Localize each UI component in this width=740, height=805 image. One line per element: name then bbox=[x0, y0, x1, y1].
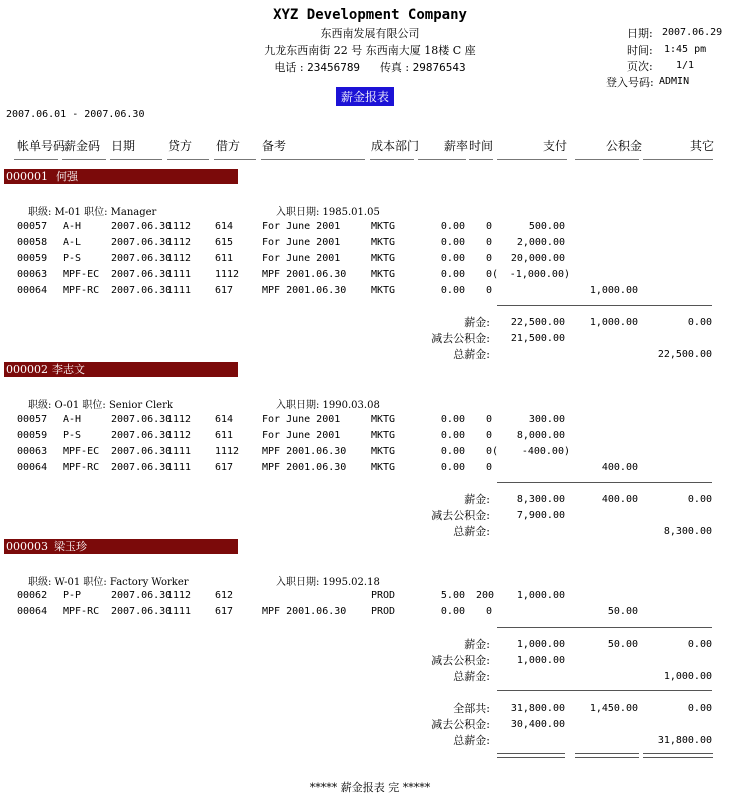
header-underline bbox=[14, 159, 58, 160]
row-voucher: 00064 bbox=[17, 462, 48, 473]
col-credit: 贷方 bbox=[168, 139, 193, 153]
header-underline bbox=[469, 159, 493, 160]
col-debit: 借方 bbox=[216, 139, 241, 153]
row-debit: 617 bbox=[215, 462, 234, 473]
mpf-total: 50.00 bbox=[607, 639, 638, 650]
col-cost-center: 成本部门 bbox=[371, 139, 420, 153]
row-date: 2007.06.30 bbox=[111, 253, 172, 264]
row-debit: 612 bbox=[215, 590, 234, 601]
row-hours: 200 bbox=[476, 590, 495, 601]
header-underline bbox=[110, 159, 162, 160]
row-remark: MPF 2001.06.30 bbox=[262, 285, 347, 296]
row-mpf: 400.00 bbox=[601, 462, 638, 473]
salary-total: 1,000.00 bbox=[516, 639, 565, 650]
row-rate: 0.00 bbox=[440, 430, 465, 441]
salary-total: 8,300.00 bbox=[516, 494, 565, 505]
row-credit: 1112 bbox=[167, 253, 192, 264]
col-salary-code: 薪金码 bbox=[64, 139, 101, 153]
less-mpf-amount: 7,900.00 bbox=[516, 510, 565, 521]
salary-total: 22,500.00 bbox=[510, 317, 565, 328]
time-label: 时间: bbox=[627, 44, 653, 57]
mpf-total: 400.00 bbox=[601, 494, 638, 505]
row-hours: 0 bbox=[486, 221, 493, 232]
col-other: 其它 bbox=[690, 139, 715, 153]
row-debit: 617 bbox=[215, 606, 234, 617]
row-remark: MPF 2001.06.30 bbox=[262, 606, 347, 617]
row-rate: 0.00 bbox=[440, 285, 465, 296]
other-total: 0.00 bbox=[687, 317, 712, 328]
employee-id: 000001 bbox=[6, 170, 48, 183]
grand-total-rule bbox=[497, 690, 712, 691]
page-number: 1/1 bbox=[676, 60, 695, 71]
row-payment: 8,000.00 bbox=[516, 430, 565, 441]
row-hours: 0 bbox=[486, 285, 493, 296]
row-remark: For June 2001 bbox=[262, 253, 341, 264]
row-dept: MKTG bbox=[371, 221, 396, 232]
employee-header-bar bbox=[4, 169, 238, 184]
row-hours: 0 bbox=[486, 462, 493, 473]
row-date: 2007.06.30 bbox=[111, 446, 172, 457]
row-remark: MPF 2001.06.30 bbox=[262, 446, 347, 457]
row-credit: 1111 bbox=[167, 285, 192, 296]
row-rate: 0.00 bbox=[440, 446, 465, 457]
row-debit: 614 bbox=[215, 414, 234, 425]
row-dept: PROD bbox=[371, 590, 396, 601]
row-date: 2007.06.30 bbox=[111, 285, 172, 296]
row-voucher: 00057 bbox=[17, 414, 48, 425]
mpf-total: 1,000.00 bbox=[589, 317, 638, 328]
row-payment: 300.00 bbox=[528, 414, 565, 425]
row-debit: 1112 bbox=[215, 446, 240, 457]
double-rule bbox=[497, 753, 565, 758]
report-date: 2007.06.29 bbox=[662, 27, 723, 38]
row-credit: 1112 bbox=[167, 414, 192, 425]
net-salary-label: 总薪金: bbox=[453, 525, 490, 538]
employee-grade: 职级: O-01 职位: Senior Clerk bbox=[28, 400, 173, 411]
row-credit: 1112 bbox=[167, 237, 192, 248]
row-rate: 0.00 bbox=[440, 221, 465, 232]
employee-join-date: 入职日期: 1990.03.08 bbox=[276, 400, 380, 411]
phone-label: 电话 : bbox=[274, 61, 308, 74]
row-debit: 1112 bbox=[215, 269, 240, 280]
row-rate: 0.00 bbox=[440, 414, 465, 425]
row-payment: 500.00 bbox=[528, 221, 565, 232]
row-credit: 1112 bbox=[167, 221, 192, 232]
header-underline bbox=[62, 159, 106, 160]
other-total: 0.00 bbox=[687, 639, 712, 650]
row-rate: 0.00 bbox=[440, 269, 465, 280]
row-remark: MPF 2001.06.30 bbox=[262, 462, 347, 473]
row-code: P-S bbox=[63, 430, 82, 441]
header-underline bbox=[575, 159, 639, 160]
employee-id: 000002 bbox=[6, 363, 48, 376]
row-credit: 1112 bbox=[167, 590, 192, 601]
row-code: A-H bbox=[63, 414, 82, 425]
row-date: 2007.06.30 bbox=[111, 590, 172, 601]
row-date: 2007.06.30 bbox=[111, 221, 172, 232]
row-hours: 0 bbox=[486, 237, 493, 248]
company-address: 九龙东西南街 22 号 东西南大厦 18楼 C 座 bbox=[264, 44, 476, 57]
fax-number: 29876543 bbox=[412, 61, 466, 74]
subtotal-rule bbox=[497, 482, 712, 483]
net-salary-label: 总薪金: bbox=[453, 670, 490, 683]
row-voucher: 00059 bbox=[17, 253, 48, 264]
row-date: 2007.06.30 bbox=[111, 462, 172, 473]
double-rule bbox=[643, 753, 713, 758]
row-hours: 0 bbox=[486, 253, 493, 264]
row-date: 2007.06.30 bbox=[111, 414, 172, 425]
row-code: P-P bbox=[63, 590, 82, 601]
col-date: 日期 bbox=[111, 139, 136, 153]
row-voucher: 00057 bbox=[17, 221, 48, 232]
row-rate: 0.00 bbox=[440, 253, 465, 264]
header-underline bbox=[370, 159, 414, 160]
less-mpf-label: 减去公积金: bbox=[431, 332, 490, 345]
row-date: 2007.06.30 bbox=[111, 430, 172, 441]
fax-label: 传真 : bbox=[379, 61, 413, 74]
row-payment: -400.00) bbox=[521, 446, 570, 457]
grand-salary: 31,800.00 bbox=[510, 703, 565, 714]
employee-join-date: 入职日期: 1995.02.18 bbox=[276, 577, 380, 588]
row-voucher: 00058 bbox=[17, 237, 48, 248]
row-hours: 0( bbox=[486, 269, 499, 280]
row-hours: 0 bbox=[486, 430, 493, 441]
row-dept: PROD bbox=[371, 606, 396, 617]
row-payment: 2,000.00 bbox=[516, 237, 565, 248]
employee-header-bar bbox=[4, 362, 238, 377]
other-total: 0.00 bbox=[687, 494, 712, 505]
row-remark: For June 2001 bbox=[262, 430, 341, 441]
row-dept: MKTG bbox=[371, 446, 396, 457]
less-mpf-label: 减去公积金: bbox=[431, 654, 490, 667]
net-salary-amount: 22,500.00 bbox=[657, 349, 712, 360]
row-remark: For June 2001 bbox=[262, 414, 341, 425]
login-label: 登入号码: bbox=[606, 76, 654, 89]
employee-name: 梁玉珍 bbox=[54, 540, 87, 553]
salary-label: 薪金: bbox=[464, 493, 490, 506]
row-code: MPF-EC bbox=[63, 269, 100, 280]
row-code: MPF-EC bbox=[63, 446, 100, 457]
report-period: 2007.06.01 - 2007.06.30 bbox=[6, 109, 145, 120]
net-salary-label: 总薪金: bbox=[453, 348, 490, 361]
row-debit: 617 bbox=[215, 285, 234, 296]
less-mpf-label: 减去公积金: bbox=[431, 509, 490, 522]
company-name-en: XYZ Development Company bbox=[273, 7, 467, 23]
row-debit: 615 bbox=[215, 237, 234, 248]
page-label: 页次: bbox=[627, 60, 653, 73]
phone-number: 23456789 bbox=[307, 61, 361, 74]
subtotal-rule bbox=[497, 627, 712, 628]
report-title: 薪金报表 bbox=[336, 87, 394, 106]
row-code: P-S bbox=[63, 253, 82, 264]
row-date: 2007.06.30 bbox=[111, 269, 172, 280]
row-dept: MKTG bbox=[371, 285, 396, 296]
row-credit: 1111 bbox=[167, 269, 192, 280]
employee-grade: 职级: W-01 职位: Factory Worker bbox=[28, 577, 189, 588]
grand-mpf: 1,450.00 bbox=[589, 703, 638, 714]
salary-label: 薪金: bbox=[464, 316, 490, 329]
employee-grade: 职级: M-01 职位: Manager bbox=[28, 207, 157, 218]
row-hours: 0( bbox=[486, 446, 499, 457]
date-label: 日期: bbox=[627, 27, 653, 40]
row-dept: MKTG bbox=[371, 462, 396, 473]
row-payment: 1,000.00 bbox=[516, 590, 565, 601]
header-underline bbox=[261, 159, 365, 160]
header-underline bbox=[497, 159, 567, 160]
row-mpf: 1,000.00 bbox=[589, 285, 638, 296]
header-underline bbox=[418, 159, 466, 160]
header-underline bbox=[214, 159, 256, 160]
row-voucher: 00062 bbox=[17, 590, 48, 601]
subtotal-rule bbox=[497, 305, 712, 306]
row-dept: MKTG bbox=[371, 253, 396, 264]
employee-name: 李志文 bbox=[52, 363, 85, 376]
col-mpf: 公积金 bbox=[606, 139, 643, 153]
row-mpf: 50.00 bbox=[607, 606, 638, 617]
row-dept: MKTG bbox=[371, 430, 396, 441]
grand-less-mpf: 30,400.00 bbox=[510, 719, 565, 730]
row-dept: MKTG bbox=[371, 269, 396, 280]
row-hours: 0 bbox=[486, 414, 493, 425]
employee-id: 000003 bbox=[6, 540, 48, 553]
row-date: 2007.06.30 bbox=[111, 606, 172, 617]
report-end-text: ***** 薪金报表 完 ***** bbox=[309, 781, 431, 794]
row-rate: 0.00 bbox=[440, 237, 465, 248]
row-remark: For June 2001 bbox=[262, 221, 341, 232]
row-credit: 1111 bbox=[167, 462, 192, 473]
row-debit: 611 bbox=[215, 430, 234, 441]
row-rate: 0.00 bbox=[440, 462, 465, 473]
salary-label: 薪金: bbox=[464, 638, 490, 651]
double-rule bbox=[575, 753, 639, 758]
row-credit: 1111 bbox=[167, 606, 192, 617]
row-voucher: 00059 bbox=[17, 430, 48, 441]
row-voucher: 00063 bbox=[17, 269, 48, 280]
net-salary-amount: 8,300.00 bbox=[663, 526, 712, 537]
employee-name: 何强 bbox=[56, 170, 78, 183]
login-id: ADMIN bbox=[659, 76, 690, 87]
col-payment: 支付 bbox=[543, 139, 568, 153]
grand-net: 31,800.00 bbox=[657, 735, 712, 746]
row-dept: MKTG bbox=[371, 414, 396, 425]
row-remark: For June 2001 bbox=[262, 237, 341, 248]
row-debit: 611 bbox=[215, 253, 234, 264]
row-dept: MKTG bbox=[371, 237, 396, 248]
header-underline bbox=[167, 159, 209, 160]
row-code: A-H bbox=[63, 221, 82, 232]
employee-header-bar bbox=[4, 539, 238, 554]
col-rate: 薪率 bbox=[444, 139, 469, 153]
less-mpf-amount: 1,000.00 bbox=[516, 655, 565, 666]
header-underline bbox=[643, 159, 713, 160]
col-hours: 时间 bbox=[469, 139, 494, 153]
row-code: A-L bbox=[63, 237, 82, 248]
row-hours: 0 bbox=[486, 606, 493, 617]
row-remark: MPF 2001.06.30 bbox=[262, 269, 347, 280]
company-name-cn: 东西南发展有限公司 bbox=[320, 27, 420, 40]
grand-salary-label: 全部共: bbox=[453, 702, 490, 715]
report-time: 1:45 pm bbox=[664, 44, 707, 55]
row-voucher: 00063 bbox=[17, 446, 48, 457]
row-date: 2007.06.30 bbox=[111, 237, 172, 248]
row-rate: 5.00 bbox=[440, 590, 465, 601]
row-code: MPF-RC bbox=[63, 285, 100, 296]
employee-join-date: 入职日期: 1985.01.05 bbox=[276, 207, 380, 218]
row-voucher: 00064 bbox=[17, 285, 48, 296]
grand-less-mpf-label: 减去公积金: bbox=[431, 718, 490, 731]
net-salary-amount: 1,000.00 bbox=[663, 671, 712, 682]
col-remarks: 备考 bbox=[262, 139, 287, 153]
row-voucher: 00064 bbox=[17, 606, 48, 617]
row-credit: 1112 bbox=[167, 430, 192, 441]
col-voucher-no: 帐单号码 bbox=[17, 139, 66, 153]
row-payment: 20,000.00 bbox=[510, 253, 565, 264]
grand-net-label: 总薪金: bbox=[453, 734, 490, 747]
grand-other: 0.00 bbox=[687, 703, 712, 714]
row-code: MPF-RC bbox=[63, 606, 100, 617]
row-credit: 1111 bbox=[167, 446, 192, 457]
row-payment: -1,000.00) bbox=[509, 269, 570, 280]
row-debit: 614 bbox=[215, 221, 234, 232]
less-mpf-amount: 21,500.00 bbox=[510, 333, 565, 344]
row-rate: 0.00 bbox=[440, 606, 465, 617]
row-code: MPF-RC bbox=[63, 462, 100, 473]
